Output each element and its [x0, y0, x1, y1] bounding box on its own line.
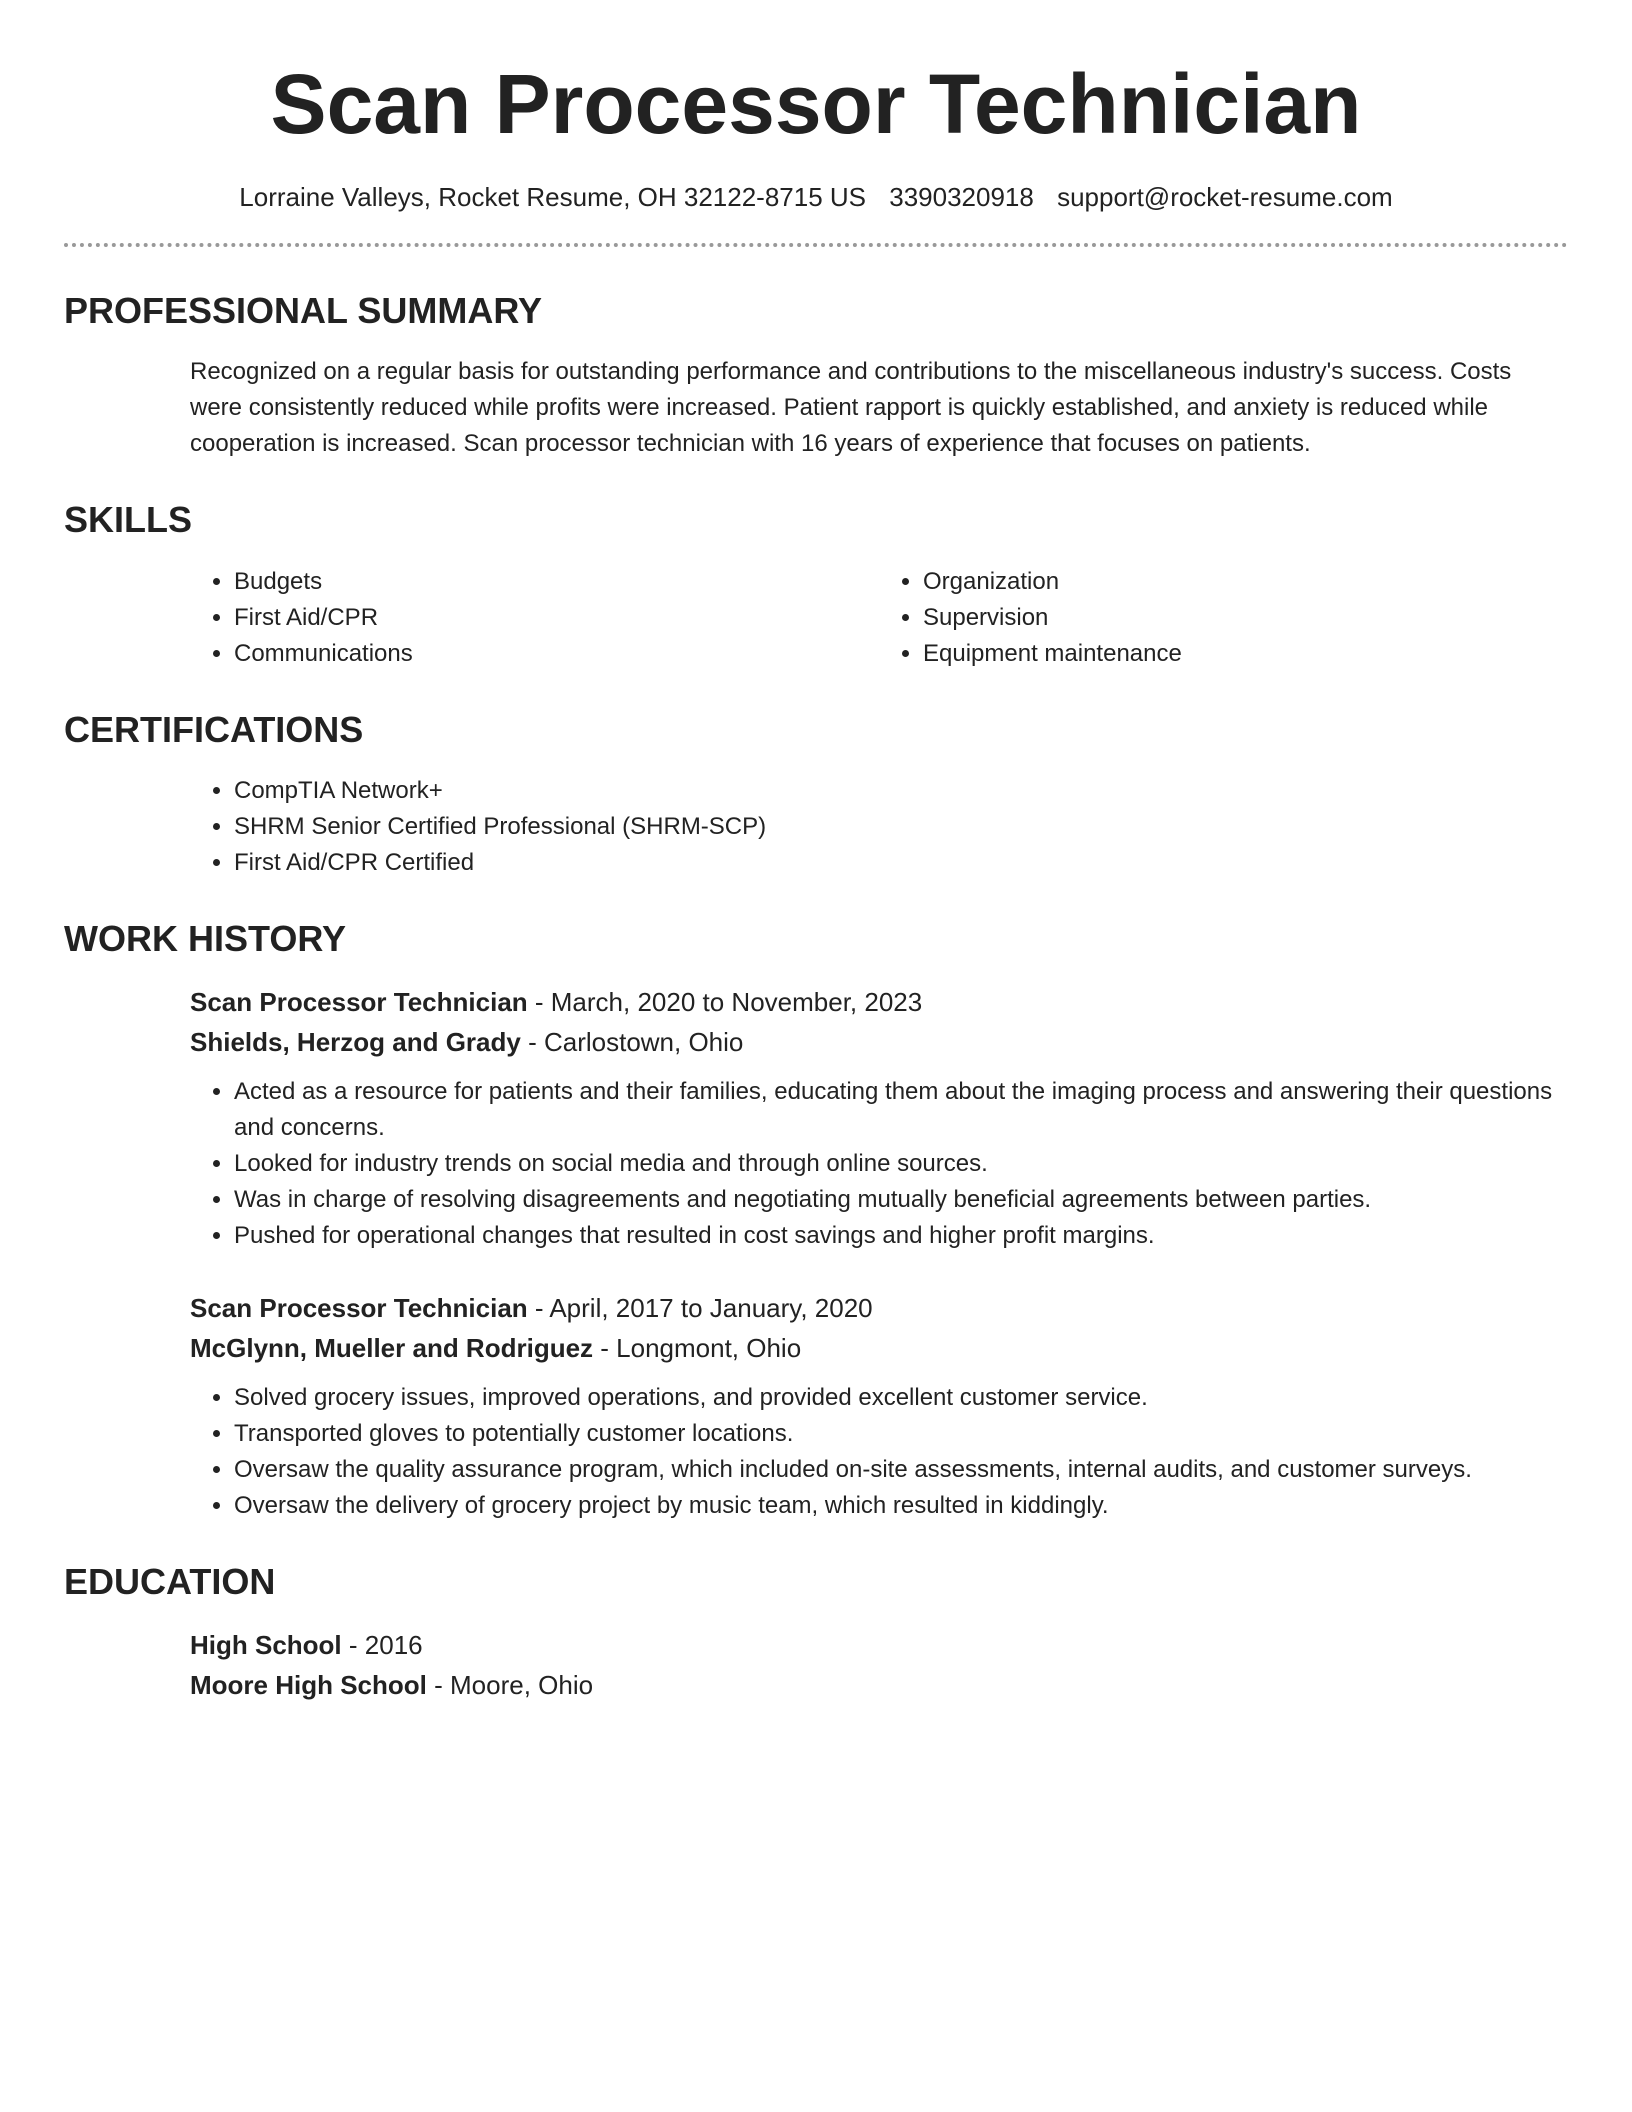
job-entry	[190, 982, 1568, 1254]
job-title-line	[190, 982, 1568, 1022]
resume-name: Scan Processor Technician	[270, 57, 1362, 151]
skills-heading: SKILLS	[64, 499, 193, 541]
work-history-heading: WORK HISTORY	[64, 917, 347, 959]
job-bullet: • Looked for industry trends on social media and through online sources.	[234, 1146, 1568, 1182]
summary-heading: PROFESSIONAL SUMMARY	[64, 290, 543, 332]
skill-item: • Budgets	[234, 564, 879, 600]
job-bullet: • Was in charge of resolving disagreements and negotiating mutually beneficial agreements between parties.	[234, 1182, 1568, 1218]
skill-item: • Communications	[234, 636, 879, 672]
work-history-body	[190, 982, 1568, 1524]
summary-section	[64, 289, 1568, 462]
contact-address: Lorraine Valleys, Rocket Resume, OH 32122-8715 US	[239, 182, 866, 212]
job-dates: - April, 2017 to January, 2020	[527, 1292, 873, 1323]
skill-item: • Organization	[923, 564, 1568, 600]
summary-body	[190, 354, 1568, 462]
job-bullet: • Transported gloves to potentially customer locations.	[234, 1416, 1568, 1452]
education-school: Moore High School	[190, 1670, 427, 1701]
job-bullets	[190, 1074, 1568, 1254]
education-location: - Moore, Ohio	[426, 1670, 594, 1701]
certifications-section	[64, 708, 1568, 881]
job-company: McGlynn, Mueller and Rodriguez	[190, 1332, 594, 1363]
education-year: - 2016	[341, 1630, 423, 1661]
certification-item: • First Aid/CPR Certified	[234, 845, 1568, 881]
skill-item: • Equipment maintenance	[923, 636, 1568, 672]
job-bullet: • Oversaw the delivery of grocery project by music team, which resulted in kiddingly.	[234, 1488, 1568, 1524]
job-bullet: • Solved grocery issues, improved operations, and provided excellent customer service.	[234, 1380, 1568, 1416]
job-company-line	[190, 1328, 1568, 1368]
contact-line	[64, 182, 1568, 213]
certifications-heading: CERTIFICATIONS	[64, 708, 364, 750]
job-bullet: • Acted as a resource for patients and their families, educating them about the imaging process and answering their questions and concerns.	[234, 1074, 1568, 1146]
header-divider	[64, 243, 1568, 247]
skills-list-right	[879, 564, 1568, 672]
skills-list-left	[190, 564, 879, 672]
certifications-list	[190, 773, 1568, 881]
skills-section	[64, 498, 1568, 671]
education-heading: EDUCATION	[64, 1560, 276, 1602]
certification-item: • SHRM Senior Certified Professional (SHRM-SCP)	[234, 809, 1568, 845]
certifications-body	[190, 773, 1568, 881]
job-location: - Carlostown, Ohio	[520, 1026, 744, 1057]
summary-text: Recognized on a regular basis for outstanding performance and contributions to the miscellaneous industry's success. Costs were consistently reduced while profits were increased. Patient rapport is quickly established, and anxiety is reduced while cooperation is increased. Scan processor technician with 16 years of experience that focuses on patients.	[190, 358, 1512, 458]
job-title-line	[190, 1288, 1568, 1328]
job-location: - Longmont, Ohio	[593, 1332, 802, 1363]
job-bullets	[190, 1380, 1568, 1524]
job-company-line	[190, 1022, 1568, 1062]
skill-item: • Supervision	[923, 600, 1568, 636]
education-degree: High School	[190, 1630, 342, 1661]
skill-item: • First Aid/CPR	[234, 600, 879, 636]
job-position: Scan Processor Technician	[190, 1292, 528, 1323]
education-school-line	[190, 1665, 1568, 1705]
certification-item: • CompTIA Network+	[234, 773, 1568, 809]
skills-grid	[190, 564, 1568, 672]
education-section	[64, 1560, 1568, 1705]
contact-phone: 3390320918	[889, 182, 1034, 212]
education-degree-line	[190, 1625, 1568, 1665]
job-bullet: • Pushed for operational changes that resulted in cost savings and higher profit margins.	[234, 1218, 1568, 1254]
job-dates: - March, 2020 to November, 2023	[527, 986, 923, 1017]
work-history-section	[64, 917, 1568, 1524]
education-body	[190, 1625, 1568, 1705]
job-company: Shields, Herzog and Grady	[190, 1026, 521, 1057]
job-position: Scan Processor Technician	[190, 986, 528, 1017]
job-bullet: • Oversaw the quality assurance program, which included on-site assessments, internal audits, and customer surveys.	[234, 1452, 1568, 1488]
contact-email: support@rocket-resume.com	[1057, 182, 1393, 212]
job-entry	[190, 1288, 1568, 1524]
